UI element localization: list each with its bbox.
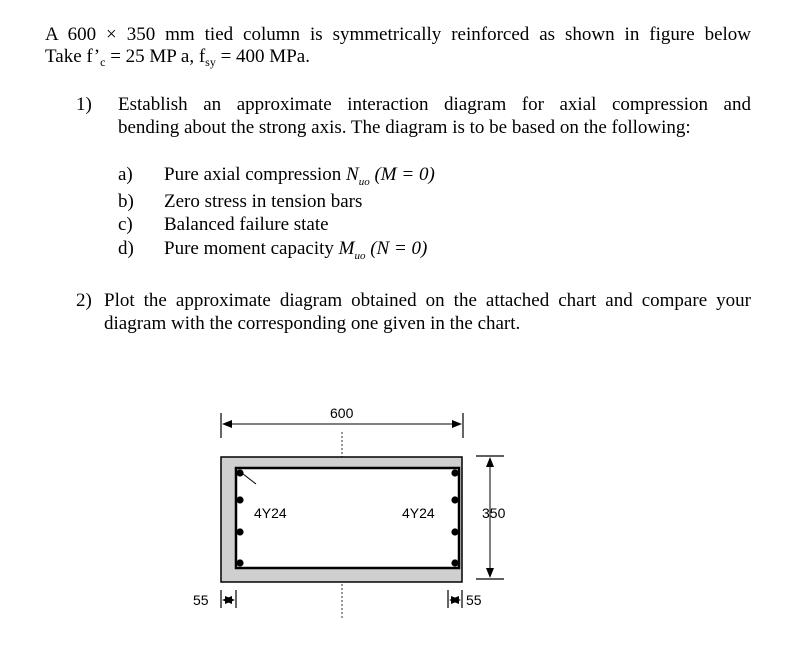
- cover-right-label: 55: [466, 592, 482, 608]
- cover-left-label: 55: [193, 592, 209, 608]
- list-marker: b): [118, 191, 134, 212]
- q2-line-2: diagram with the corresponding one given in the chart.: [104, 313, 521, 334]
- material-properties: Take $f’_c = 25$ MP a, $f_{sy} = 400$ MPa.: [45, 46, 310, 69]
- q1-number: 1): [76, 94, 92, 115]
- list-marker: c): [118, 214, 133, 235]
- width-label: 600: [330, 405, 354, 421]
- rebar-label-right: 4Y24: [402, 505, 435, 521]
- rebar-label-left: 4Y24: [254, 505, 287, 521]
- list-item-d-text: Pure moment capacity $M_{uo}$ (N = 0): [164, 238, 428, 262]
- list-item-c-text: Balanced failure state: [164, 214, 329, 235]
- q1-line-2: bending about the strong axis. The diagram is to be based on the following:: [118, 117, 691, 138]
- rebar: [236, 469, 243, 476]
- list-item-a-text: Pure axial compression $N_{uo}$ (M = 0): [164, 164, 435, 188]
- rebar: [451, 496, 458, 503]
- list-marker: a): [118, 164, 133, 185]
- rebar: [236, 559, 243, 566]
- q2-number: 2): [76, 290, 92, 311]
- list-item-b-text: Zero stress in tension bars: [164, 191, 363, 212]
- q2-line-1: Plot the approximate diagram obtained on the attached chart and compare your: [104, 290, 751, 311]
- list-marker: d): [118, 238, 134, 259]
- q1-line-1: Establish an approximate interaction diagram for axial compression and: [118, 94, 751, 115]
- rebar: [236, 528, 243, 535]
- cover-left-dimension: [221, 590, 236, 608]
- rebar: [451, 528, 458, 535]
- cover-right-dimension: [448, 590, 462, 608]
- rebar: [236, 496, 243, 503]
- rebar: [451, 469, 458, 476]
- height-label: 350: [482, 505, 506, 521]
- rebar: [451, 559, 458, 566]
- intro-line-1: A 600 × 350 mm tied column is symmetrically reinforced as shown in figure below: [45, 24, 751, 45]
